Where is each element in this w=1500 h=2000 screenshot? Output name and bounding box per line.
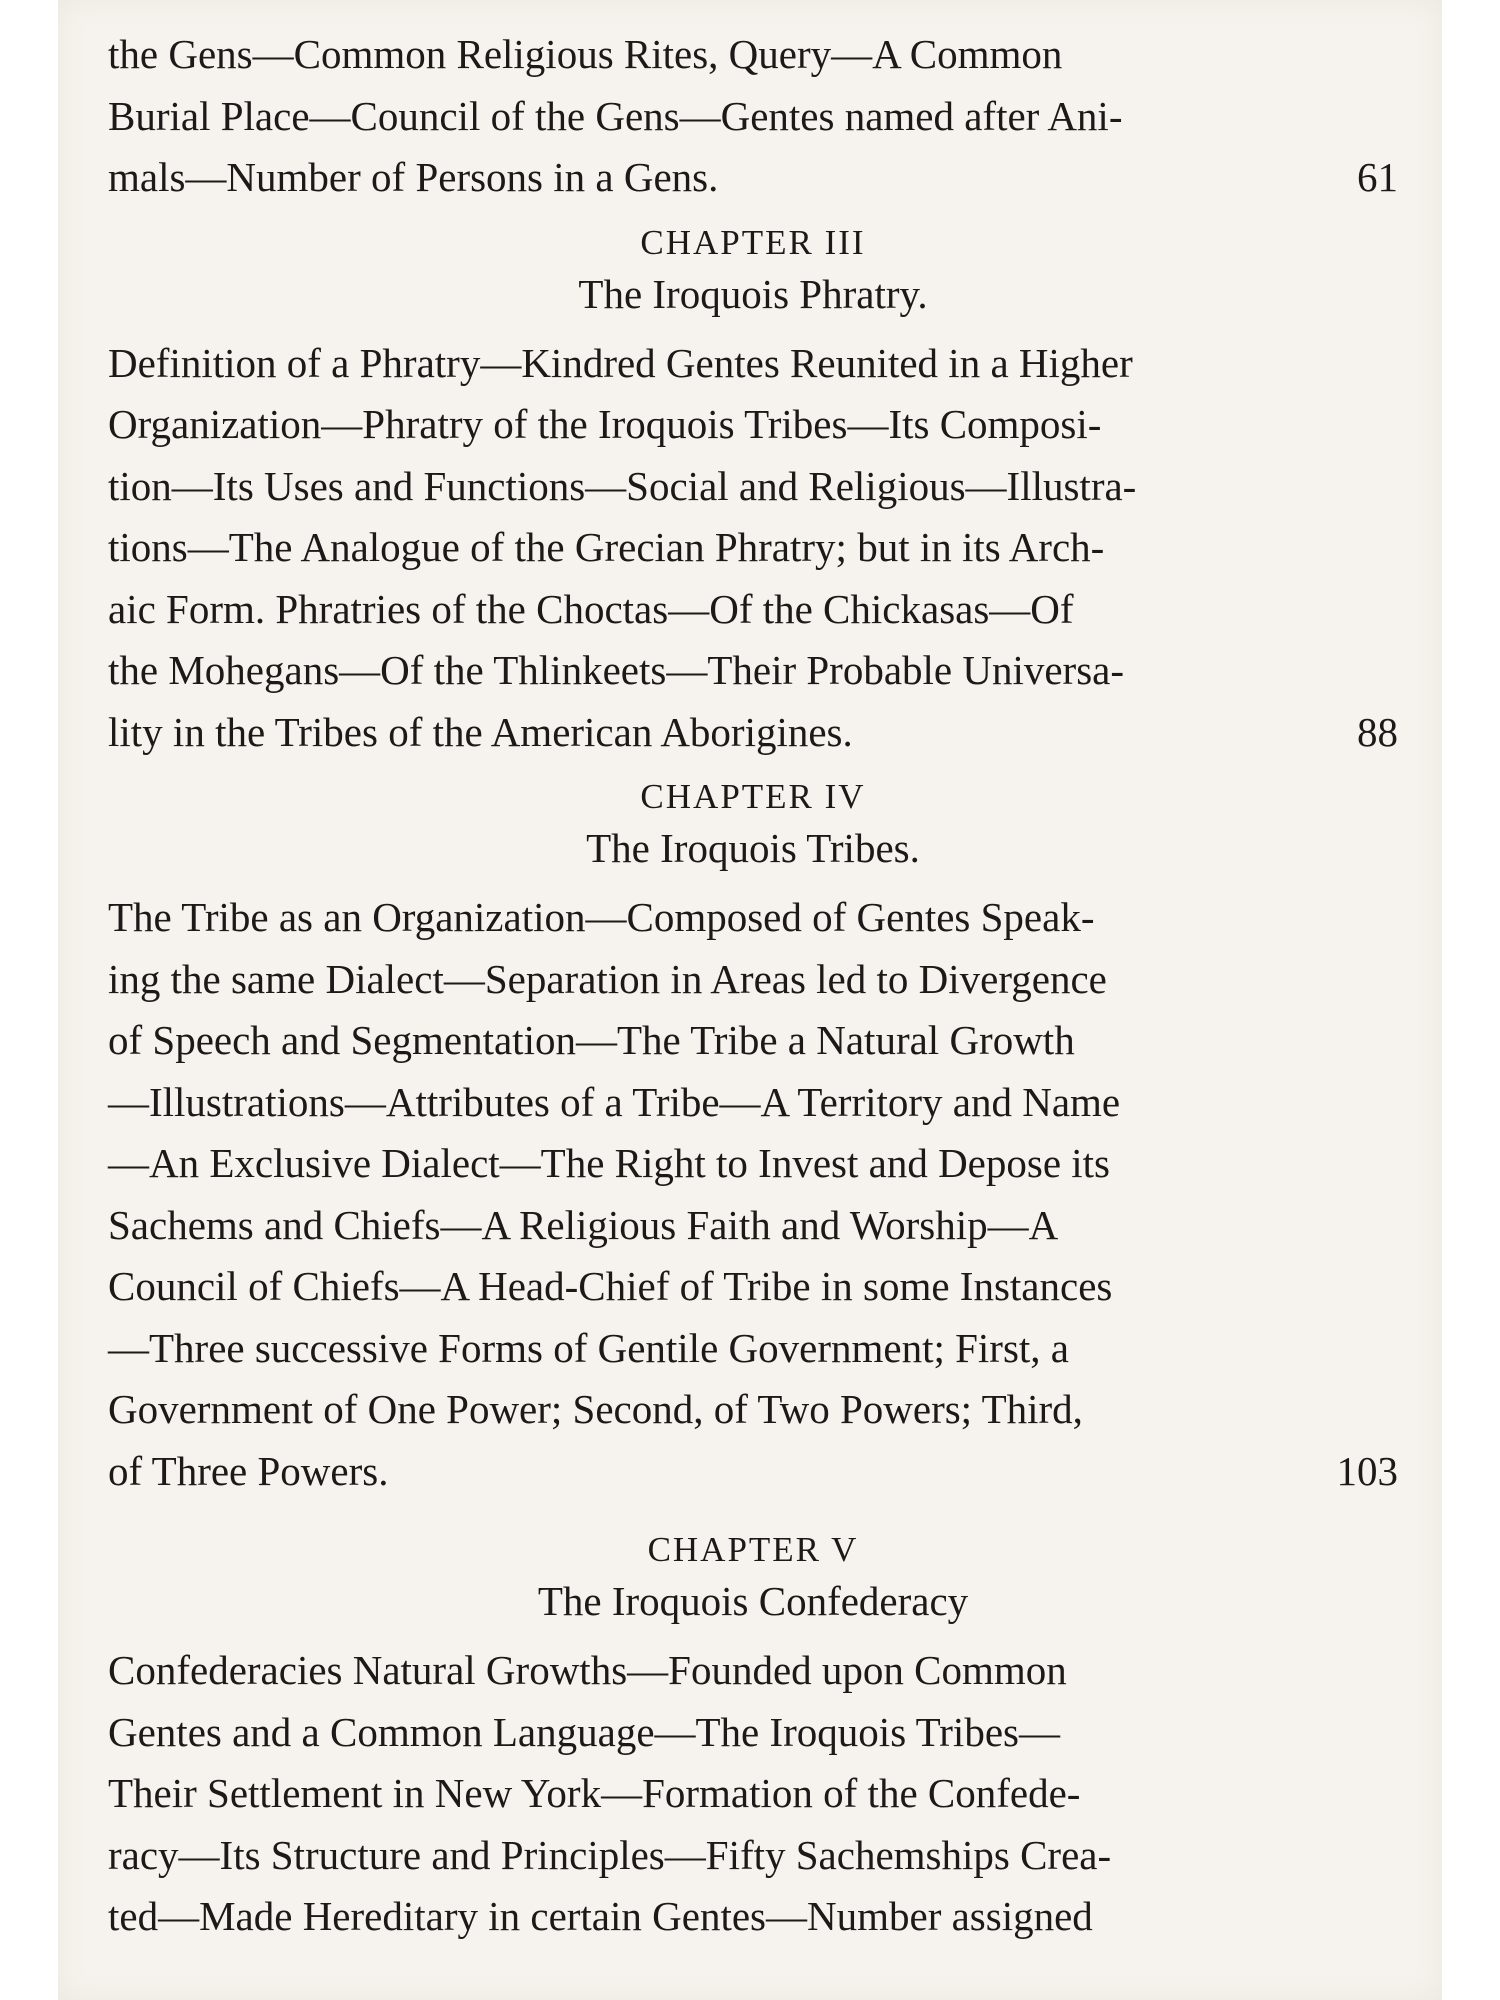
toc-line: Organization—Phratry of the Iroquois Tribes—Its Composi- [108, 401, 1102, 447]
chapter-4-heading: CHAPTER IV [640, 777, 866, 816]
toc-line-last [108, 702, 1398, 764]
book-page [58, 0, 1442, 2000]
toc-line: tion—Its Uses and Functions—Social and Religious—Illustra- [108, 462, 1137, 509]
chapter-3-summary [108, 333, 1398, 764]
page-number: 61 [1357, 154, 1398, 200]
toc-line: —Illustrations—Attributes of a Tribe—A Territory and Name [108, 1078, 1121, 1125]
toc-line: the Gens—Common Religious Rites, Query—A Common [108, 31, 1063, 77]
chapter-2-summary-tail [108, 24, 1398, 209]
toc-line: racy—Its Structure and Principles—Fifty Sachemships Crea- [108, 1831, 1112, 1878]
toc-line: tions—The Analogue of the Grecian Phratry; but in its Arch- [108, 524, 1105, 570]
toc-line: Council of Chiefs—A Head-Chief of Tribe in some Instances [108, 1263, 1113, 1309]
toc-line-last [108, 1441, 1398, 1503]
chapter-4-title: The Iroquois Tribes. [586, 825, 920, 871]
page-number: 103 [1336, 1447, 1398, 1494]
toc-line: The Tribe as an Organization—Composed of Gentes Speak- [108, 894, 1095, 940]
toc-line: ing the same Dialect—Separation in Areas led to Divergence [108, 955, 1107, 1002]
toc-line: of Speech and Segmentation—The Tribe a Natural Growth [108, 1017, 1075, 1063]
chapter-5-heading: CHAPTER V [647, 1530, 859, 1569]
toc-line-last [108, 147, 1398, 209]
toc-line: aic Form. Phratries of the Choctas—Of the Chickasas—Of [108, 585, 1074, 632]
chapter-4-summary [108, 887, 1398, 1502]
chapter-5-title: The Iroquois Confederacy [537, 1578, 969, 1624]
page-number: 88 [1357, 708, 1398, 755]
chapter-3-heading: CHAPTER III [640, 222, 866, 262]
toc-line-text: lity in the Tribes of the American Aborigines. [108, 708, 853, 755]
toc-line: the Mohegans—Of the Thlinkeets—Their Probable Universa- [108, 647, 1125, 693]
toc-line: Gentes and a Common Language—The Iroquois Tribes— [108, 1708, 1060, 1755]
toc-line: Government of One Power; Second, of Two Powers; Third, [108, 1386, 1083, 1432]
toc-line: —Three successive Forms of Gentile Government; First, a [108, 1324, 1069, 1371]
toc-line: Sachems and Chiefs—A Religious Faith and Worship—A [108, 1201, 1059, 1248]
toc-line: Their Settlement in New York—Formation of the Confede- [108, 1770, 1081, 1816]
toc-line-text: mals—Number of Persons in a Gens. [108, 154, 719, 200]
toc-line: Burial Place—Council of the Gens—Gentes named after Ani- [108, 92, 1123, 139]
chapter-3-title: The Iroquois Phratry. [578, 270, 928, 317]
toc-line: —An Exclusive Dialect—The Right to Invest and Depose its [108, 1140, 1111, 1186]
toc-line: Confederacies Natural Growths—Founded upon Common [108, 1647, 1067, 1693]
toc-line-text: of Three Powers. [108, 1447, 389, 1494]
table-of-contents [108, 24, 1398, 1948]
toc-line: Definition of a Phratry—Kindred Gentes Reunited in a Higher [108, 339, 1133, 386]
chapter-5-summary [108, 1640, 1398, 1948]
toc-line: ted—Made Hereditary in certain Gentes—Number assigned [108, 1893, 1093, 1939]
